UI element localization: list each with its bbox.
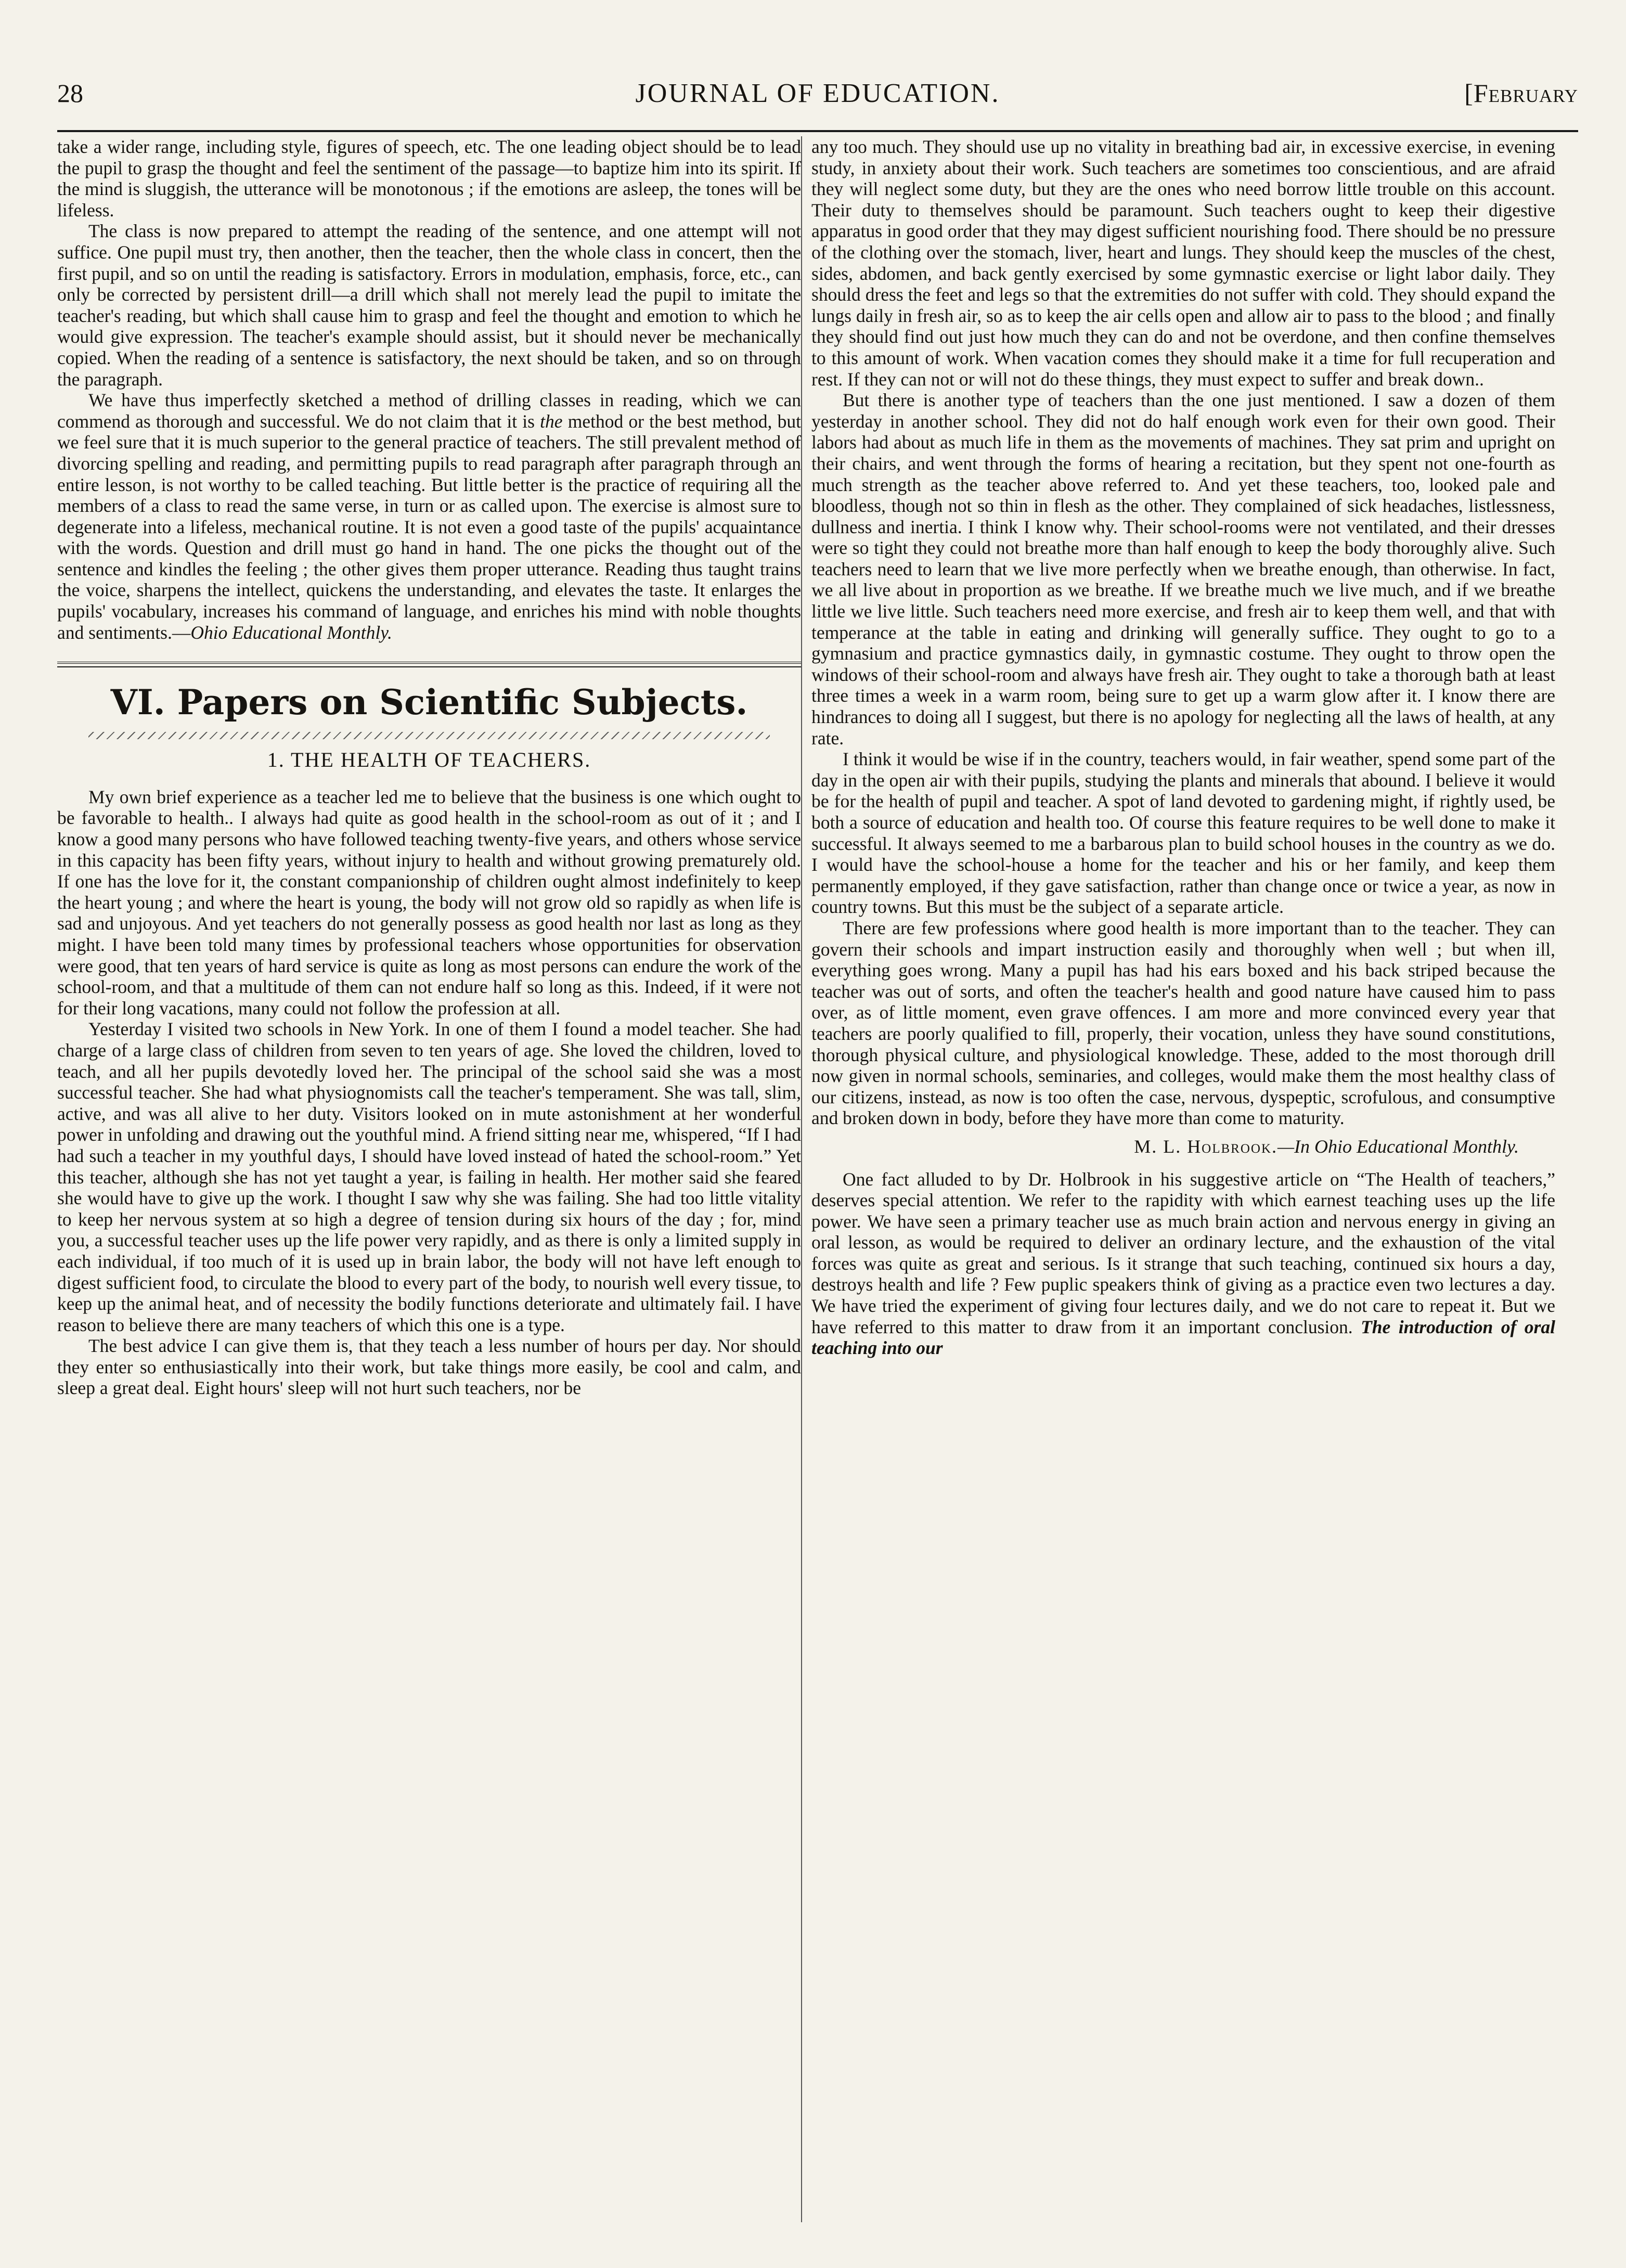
paragraph-text: One fact alluded to by Dr. Holbrook in his suggestive article on “The Health of teachers,” deserves special attention. We refer to the rapidity with which earnest teaching uses up the life power. We have seen a primary teacher use as much brain action and nervous energy in giving an oral lesson, as would be required to deliver an ordinary lecture, and the exhaustion of the vital forces was quite as great and serious. Is it strange that such teaching, continued six hours a day, destroys health and life ? Few puplic speakers think of giving as a practice even two lectures a day. We have tried the experiment of giving four lectures daily, and we do not care to repeat it. But we have referred to this matter to draw from it an important conclusion.: [811, 1168, 1555, 1337]
wavy-rule: [88, 732, 770, 739]
paragraph: The best advice I can give them is, that they teach a less number of hours per day. Nor should they enter so enthusiastically into their work, but take things more easily, be cool and calm, and sleep a great deal. Eight hours' sleep will not hurt such teachers, nor be: [57, 1335, 801, 1399]
paragraph-text: We have thus imperfectly sketched a method of drilling classes in reading, which we can commend as thorough and successful. We do not claim that it is: [57, 390, 801, 432]
section-heading: VI. Papers on Scientific Subjects.: [110, 682, 748, 723]
left-column: [57, 136, 801, 1399]
running-month: [February: [1464, 79, 1578, 108]
paragraph: any too much. They should use up no vitality in breathing bad air, in excessive exercise, in evening study, in anxiety about their work. Such teachers are sometimes too conscientious, and are afraid they will neglect some duty, but they are the ones who need borrow little trouble on this account. Their duty to themselves should be paramount. Such teachers ought to keep their digestive apparatus in good order that they may digest sufficient nourishing food. There should be no pressure of the clothing over the stomach, liver, heart and lungs. They should keep the muscles of the chest, sides, abdomen, and back gently exercised by some gymnastic exercise or light labor daily. They should dress the feet and legs so that the extremities do not suffer with cold. They should expand the lungs daily in fresh air, so as to keep the air cells open and allow air to pass to the blood ; and finally they should find out just how much they can do and not be overdone, and then confine themselves to this amount of work. When vacation comes they should make it a time for full recuperation and rest. If they can not or will not do these things, they must expect to suffer and break down..: [811, 136, 1555, 390]
signature-source: —In Ohio Educational Monthly.: [1277, 1136, 1519, 1157]
source-citation: Ohio Educational Monthly.: [190, 622, 392, 643]
author-name: M. L. Holbrook.: [1134, 1136, 1278, 1157]
page-header: [57, 78, 1578, 120]
signature: [811, 1136, 1519, 1157]
section-rule: [57, 662, 801, 667]
paragraph: The class is now prepared to attempt the reading of the sentence, and one attempt will not suffice. One pupil must try, then another, then the teacher, then the whole class in concert, then the first pupil, and so on until the reading is satisfactory. Errors in modulation, emphasis, force, etc., can only be corrected by persistent drill—a drill which shall not merely lead the pupil to imitate the teacher's reading, but which shall cause him to grasp and feel the thought and emotion to which he would give expression. The teacher's example should assist, but it should never be mechanically copied. When the reading of a sentence is satisfactory, the next should be taken, and so on through the paragraph.: [57, 221, 801, 390]
paragraph: I think it would be wise if in the country, teachers would, in fair weather, spend some part of the day in the open air with their pupils, studying the plants and minerals that abound. I believe it would be for the health of pupil and teacher. A spot of land devoted to gardening might, if rightly used, be both a source of education and health too. Of course this feature requires to be well done to make it successful. It always seemed to me a barbarous plan to build school houses in the country as we do. I would have the school-house a home for the teacher and his or her family, and keep them permanently employed, if they gave satisfaction, rather than change once or twice a year, as now in country towns. But this must be the subject of a separate article.: [811, 749, 1555, 918]
emphasis-text: The introduction of oral teaching into our: [811, 1316, 1555, 1359]
header-rule: [57, 130, 1578, 132]
paragraph: There are few professions where good health is more important than to the teacher. They can govern their schools and impart instruction easily and thoroughly when well ; but when ill, everything goes wrong. Many a pupil has had his ears boxed and his back striped because the teacher was out of sorts, and often the teacher's health and good nature have caused him to pass over, as of little moment, even grave offences. I am more and more convinced every year that teachers are poorly qualified to fill, properly, their vocation, unless they have sound constitutions, thorough physical culture, and physiological knowledge. These, added to the most thorough drill now given in normal schools, seminaries, and colleges, would make them the most healthy class of our citizens, instead, as now is too often the case, nervous, dyspeptic, scrofulous, and consumptive and broken down in body, before they have more than come to maturity.: [811, 917, 1555, 1129]
paragraph: [811, 1169, 1555, 1359]
journal-title: JOURNAL OF EDUCATION.: [635, 79, 1000, 108]
paragraph: [57, 390, 801, 643]
right-column: [811, 136, 1555, 1359]
paragraph: take a wider range, including style, figures of speech, etc. The one leading object should be to lead the pupil to grasp the thought and feel the sentiment of the passage—to baptize him into its spirit. If the mind is sluggish, the utterance will be monotonous ; if the emotions are asleep, the tones will be lifeless.: [57, 136, 801, 221]
emphasis-the: the: [540, 410, 563, 432]
paragraph-text: method or the best method, but we feel sure that it is much superior to the general practice of teachers. The still prevalent method of divorcing spelling and reading, and permitting pupils to read paragraph after paragraph through an entire lesson, is not worthy to be called teaching. But little better is the practice of requiring all the members of a class to read the same verse, in turn or as called upon. The exercise is almost sure to degenerate into a lifeless, mechanical routine. It is not even a good taste of the pupils' acquaintance with the words. Question and drill must go hand in hand. The one picks the thought out of the sentence and kindles the feeling ; the other gives them proper utterance. Reading thus taught trains the voice, sharpens the intellect, quickens the understanding, and elevates the taste. It enlarges the pupils' vocabulary, increases his command of language, and enriches his mind with noble thoughts and sentiments.—: [57, 410, 801, 643]
page-number: 28: [57, 79, 83, 108]
paragraph: But there is another type of teachers than the one just mentioned. I saw a dozen of them yesterday in another school. They did not do half enough work even for their own good. Their labors had about as much life in them as the movements of machines. They sat prim and upright on their chairs, and went through the forms of hearing a recitation, but they spent not one-fourth as much strength as the teacher above referred to. And yet these teachers, too, looked pale and bloodless, though not so thin in flesh as the other. They complained of sick headaches, listlessness, dullness and inertia. I think I know why. Their school-rooms were not ventilated, and their dresses were so tight they could not breathe more than half enough to keep the body thoroughly alive. Such teachers need to learn that we live more perfectly when we breathe enough, than otherwise. In fact, we all live about in proportion as we breathe. If we breathe much we live much, and if we breathe little we live little. Such teachers need more exercise, and fresh air to keep them well, and that with temperance at the table in eating and drinking will generally suffice. They ought to go to a gymnasium and practice gymnastics daily, in gymnastic costume. They ought to throw open the windows of their school-room and always have fresh air. They ought to take a thorough bath at least three times a week in a warm room, being sure to get up a warm glow after it. I know there are hindrances to doing all I suggest, but there is no apology for neglecting all the laws of health, at any rate.: [811, 390, 1555, 749]
paragraph: Yesterday I visited two schools in New York. In one of them I found a model teacher. She had charge of a large class of children from seven to ten years of age. She loved the children, loved to teach, and all her pupils devotedly loved her. The principal of the school said she was a most successful teacher. She had what physiognomists call the teacher's temperament. She was tall, slim, active, and was all alive to her duty. Visitors looked on in mute astonishment at her wonderful power in unfolding and drawing out the youthful mind. A friend sitting near me, whispered, “If I had had such a teacher in my youthful days, I should have loved instead of hated the school-room.” Yet this teacher, although she has not yet taught a year, is failing in health. Her mother said she feared she would have to give up the work. I thought I saw why she was failing. She had too little vitality to keep her nervous system at so high a degree of tension during six hours of the day ; for, mind you, a successful teacher uses up the life power very rapidly, and as there is only a limited supply in each individual, if too much of it is used up in brain labor, the body will not have left enough to digest sufficient food, to circulate the blood to every part of the body, to nourish well every tissue, to keep up the animal heat, and of necessity the bodily functions deteriorate and ultimately fail. I have reason to believe there are many teachers of which this one is a type.: [57, 1019, 801, 1335]
article-heading: 1. THE HEALTH OF TEACHERS.: [267, 748, 591, 772]
paragraph: My own brief experience as a teacher led me to believe that the business is one which ought to be favorable to health.. I always had quite as good health in the school-room as out of it ; and I know a good many persons who have followed teaching twenty-five years, and others whose service in this capacity has been fifty years, without injury to health and without growing prematurely old. If one has the love for it, the constant companionship of children ought almost indefinitely to keep the heart young ; and where the heart is young, the body will not grow old so rapidly as when life is sad and unjoyous. And yet teachers do not generally possess as good health nor last as long as they might. I have been told many times by professional teachers whose opportunities for observation were good, that ten years of hard service is quite as long as most persons can endure the work of the school-room, and that a multitude of them can not endure half so long as this. Indeed, if it were not for their long vacations, many could not follow the profession at all.: [57, 786, 801, 1019]
column-divider: [801, 136, 802, 2222]
